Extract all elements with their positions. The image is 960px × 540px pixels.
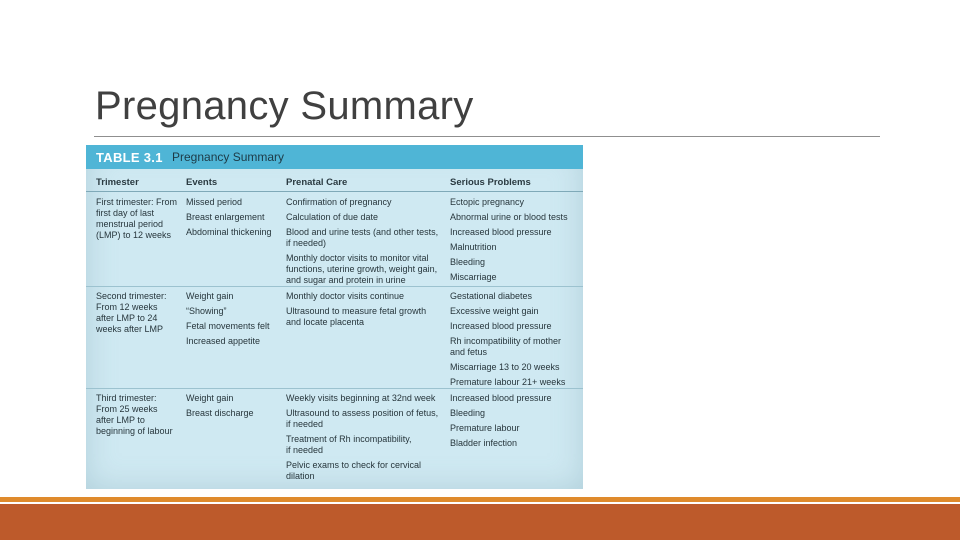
- care-item-line: Monthly doctor visits continue: [286, 291, 405, 301]
- events-item: [186, 197, 242, 208]
- trimester-cell: [96, 393, 173, 437]
- problems-item: [450, 291, 532, 302]
- problems-item: [450, 272, 497, 283]
- care-item: [286, 306, 426, 328]
- events-item: [186, 227, 272, 238]
- table-caption: Pregnancy Summary: [172, 150, 285, 164]
- problems-item-line: Rh incompatibility of mother: [450, 336, 562, 346]
- trimester-text-line: menstrual period: [96, 219, 164, 229]
- care-item-line: Confirmation of pregnancy: [286, 197, 392, 207]
- trimester-text-line: From 25 weeks: [96, 404, 158, 414]
- trimester-text-line: after LMP to: [96, 415, 145, 425]
- problems-item: [450, 393, 552, 404]
- problems-item-line: Miscarriage: [450, 272, 497, 282]
- trimester-cell: [96, 197, 177, 241]
- problems-item-line: Malnutrition: [450, 242, 497, 252]
- events-item-line: Abdominal thickening: [186, 227, 272, 237]
- events-item-line: Missed period: [186, 197, 243, 207]
- column-header-trimester: Trimester: [96, 177, 139, 188]
- trimester-text-line: Second trimester:: [96, 291, 167, 301]
- problems-item-line: Increased blood pressure: [450, 321, 552, 331]
- trimester-text-line: First trimester: From: [96, 197, 177, 207]
- events-item: [186, 291, 233, 302]
- problems-item-line: Abnormal urine or blood tests: [450, 212, 568, 222]
- problems-item: [450, 423, 520, 434]
- table-label: TABLE 3.1: [96, 150, 163, 165]
- care-item: [286, 460, 421, 482]
- events-item-line: Breast discharge: [186, 408, 254, 418]
- events-item-line: Fetal movements felt: [186, 321, 270, 331]
- problems-item-line: Premature labour: [450, 423, 520, 433]
- care-item: [286, 197, 392, 208]
- events-item: [186, 306, 227, 317]
- problems-item: [450, 321, 552, 332]
- footer-accent-line: [0, 497, 960, 502]
- trimester-text-line: (LMP) to 12 weeks: [96, 230, 172, 240]
- events-item: [186, 321, 270, 332]
- care-item: [286, 408, 438, 430]
- events-item-line: “Showing”: [186, 306, 227, 316]
- pregnancy-summary-table-image: [86, 145, 583, 489]
- care-item-line: and locate placenta: [286, 317, 365, 327]
- care-item-line: and sugar and protein in urine: [286, 275, 406, 285]
- problems-item-line: Increased blood pressure: [450, 227, 552, 237]
- events-item: [186, 408, 254, 419]
- care-item-line: Ultrasound to measure fetal growth: [286, 306, 427, 316]
- problems-item: [450, 377, 565, 388]
- care-item: [286, 434, 412, 456]
- care-item-line: if needed: [286, 445, 324, 455]
- trimester-text-line: Third trimester:: [96, 393, 157, 403]
- trimester-text-line: beginning of labour: [96, 426, 173, 436]
- events-item-line: Increased appetite: [186, 336, 261, 346]
- care-item-line: if needed): [286, 238, 327, 248]
- care-item-line: Monthly doctor visits to monitor vital: [286, 253, 429, 263]
- problems-item-line: Miscarriage 13 to 20 weeks: [450, 362, 560, 372]
- problems-item-line: and fetus: [450, 347, 488, 357]
- problems-item-line: Premature labour 21+ weeks: [450, 377, 566, 387]
- problems-item: [450, 306, 539, 317]
- care-item: [286, 227, 438, 249]
- care-item-line: Calculation of due date: [286, 212, 379, 222]
- care-item-line: Pelvic exams to check for cervical: [286, 460, 422, 470]
- care-item: [286, 253, 437, 286]
- problems-item: [450, 197, 524, 208]
- care-item-line: Blood and urine tests (and other tests,: [286, 227, 439, 237]
- trimester-text-line: From 12 weeks: [96, 302, 158, 312]
- problems-item-line: Bleeding: [450, 408, 486, 418]
- slide-title: Pregnancy Summary: [95, 84, 474, 128]
- title-divider: [94, 136, 880, 137]
- care-item: [286, 393, 435, 404]
- problems-item-line: Gestational diabetes: [450, 291, 533, 301]
- problems-item: [450, 438, 517, 449]
- events-item-line: Breast enlargement: [186, 212, 265, 222]
- events-item: [186, 336, 260, 347]
- header-rule: [86, 191, 583, 192]
- events-item: [186, 393, 233, 404]
- column-header-prenatal-care: Prenatal Care: [286, 177, 348, 188]
- problems-item: [450, 408, 485, 419]
- events-item-line: Weight gain: [186, 291, 234, 301]
- problems-item-line: Increased blood pressure: [450, 393, 552, 403]
- care-item-line: Treatment of Rh incompatibility,: [286, 434, 412, 444]
- trimester-cell: [96, 291, 167, 335]
- care-item-line: Weekly visits beginning at 32nd week: [286, 393, 436, 403]
- footer-bar: [0, 504, 960, 540]
- problems-item-line: Bleeding: [450, 257, 486, 267]
- care-item-line: if needed: [286, 419, 324, 429]
- problems-item: [450, 336, 561, 358]
- table-header-bar: [86, 145, 583, 169]
- problems-item: [450, 242, 497, 253]
- column-header-events: Events: [186, 177, 218, 188]
- trimester-text-line: after LMP to 24: [96, 313, 158, 323]
- events-item-line: Weight gain: [186, 393, 234, 403]
- problems-item: [450, 227, 552, 238]
- care-item: [286, 212, 378, 223]
- row-divider: [86, 286, 583, 287]
- problems-item-line: Excessive weight gain: [450, 306, 539, 316]
- problems-item-line: Bladder infection: [450, 438, 518, 448]
- problems-item: [450, 257, 485, 268]
- care-item: [286, 291, 404, 302]
- problems-item: [450, 212, 568, 223]
- trimester-text-line: weeks after LMP: [96, 324, 164, 334]
- events-item: [186, 212, 265, 223]
- row-divider: [86, 388, 583, 389]
- trimester-text-line: first day of last: [96, 208, 155, 218]
- problems-item-line: Ectopic pregnancy: [450, 197, 525, 207]
- column-header-serious-problems: Serious Problems: [450, 177, 531, 188]
- care-item-line: Ultrasound to assess position of fetus,: [286, 408, 439, 418]
- care-item-line: functions, uterine growth, weight gain,: [286, 264, 438, 274]
- care-item-line: dilation: [286, 471, 315, 481]
- problems-item: [450, 362, 560, 373]
